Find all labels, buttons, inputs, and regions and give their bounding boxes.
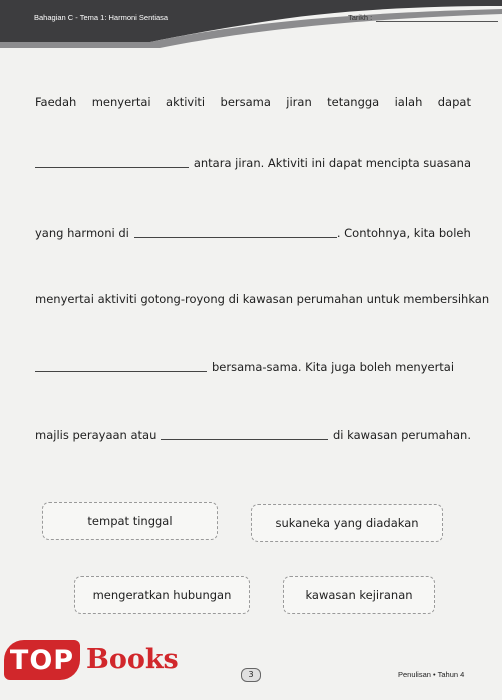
book-label: Penulisan • Tahun 4 bbox=[398, 670, 465, 679]
answer-blank-1[interactable] bbox=[35, 155, 189, 168]
date-field bbox=[348, 13, 498, 22]
header-band bbox=[0, 0, 502, 48]
page-number: 3 bbox=[241, 668, 261, 682]
word: aktiviti bbox=[166, 95, 206, 109]
logo-books-text: Books bbox=[86, 644, 179, 675]
answer-blank-2[interactable] bbox=[134, 225, 337, 238]
word-bank-chip[interactable]: sukaneka yang diadakan bbox=[251, 504, 443, 542]
answer-blank-4[interactable] bbox=[161, 427, 328, 440]
word: menyertai bbox=[91, 95, 151, 109]
passage-line-2 bbox=[35, 153, 471, 173]
passage-line-1 bbox=[35, 92, 471, 112]
word: jiran bbox=[286, 95, 312, 109]
word: bersama bbox=[220, 95, 271, 109]
passage-text: yang harmoni di bbox=[35, 226, 129, 240]
word-bank-chip[interactable]: mengeratkan hubungan bbox=[74, 576, 250, 614]
word: dapat bbox=[437, 95, 471, 109]
answer-blank-3[interactable] bbox=[35, 359, 207, 372]
passage-text: antara jiran. Aktiviti ini dapat mencipta suasana bbox=[193, 156, 471, 170]
word: ialah bbox=[394, 95, 423, 109]
word: tetangga bbox=[327, 95, 380, 109]
passage-text: majlis perayaan atau bbox=[35, 428, 157, 442]
topbooks-logo bbox=[0, 636, 190, 686]
word-bank-chip[interactable]: kawasan kejiranan bbox=[283, 576, 435, 614]
passage-text: menyertai aktiviti gotong-royong di kawasan perumahan untuk membersihkan bbox=[35, 292, 490, 306]
passage-line-5 bbox=[35, 357, 471, 377]
passage-line-3 bbox=[35, 223, 471, 243]
word: Faedah bbox=[35, 95, 77, 109]
passage-text: . Contohnya, kita boleh bbox=[336, 226, 471, 240]
date-label: Tarikh : bbox=[348, 13, 373, 22]
header-swoosh bbox=[0, 0, 502, 48]
passage-line-4 bbox=[35, 289, 490, 309]
logo-top-text: TOP bbox=[4, 640, 80, 680]
section-label: Bahagian C - Tema 1: Harmoni Sentiasa bbox=[34, 13, 169, 22]
passage-text: bersama-sama. Kita juga boleh menyertai bbox=[212, 360, 455, 374]
word-bank-chip[interactable]: tempat tinggal bbox=[42, 502, 218, 540]
passage-text: di kawasan perumahan. bbox=[332, 428, 471, 442]
passage-line-6 bbox=[35, 425, 471, 445]
date-blank[interactable] bbox=[376, 13, 498, 22]
